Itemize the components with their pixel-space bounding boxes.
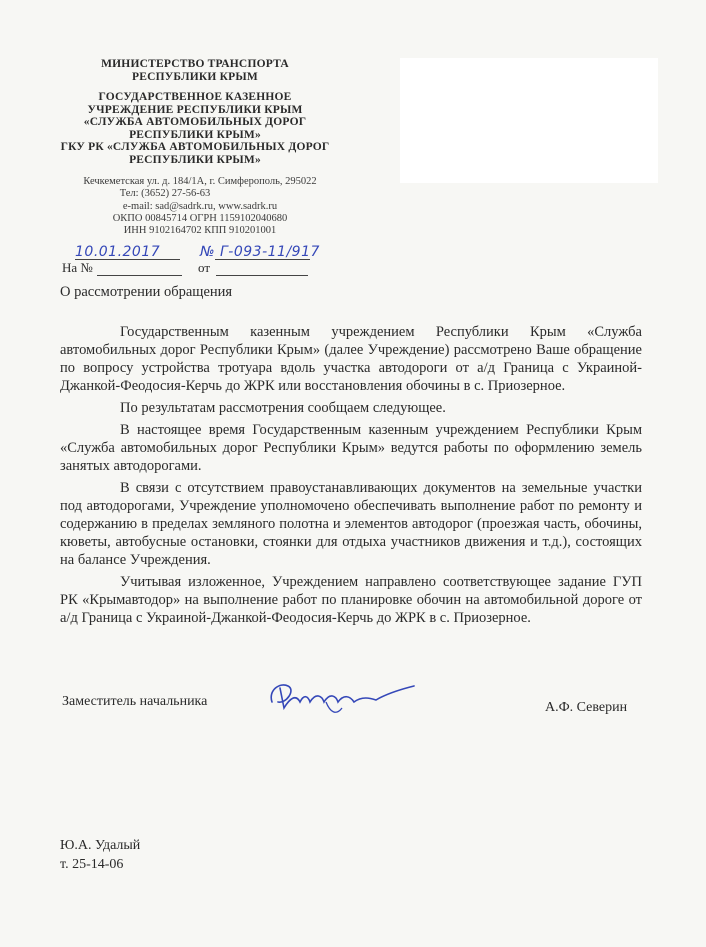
ref-na-line — [97, 275, 182, 276]
handwritten-signature — [266, 672, 426, 722]
paragraph: В настоящее время Государственным казенным учреждением Республики Крым «Служба автомобильных дорог Республики Крым» ведутся работы по оформлению земель занятых автодорогами. — [60, 422, 642, 474]
org-line-2: УЧРЕЖДЕНИЕ РЕСПУБЛИКИ КРЫМ — [87, 103, 303, 116]
letterhead-organization — [60, 91, 330, 166]
org-okpo-ogrn: ОКПО 00845714 ОГРН 1159102040680 — [112, 212, 288, 224]
org-address: Кечкеметская ул. д. 184/1А, г. Симферополь, 295022 — [83, 176, 317, 187]
executor-name: Ю.А. Удалый — [60, 838, 141, 853]
signatory-name: А.Ф. Северин — [545, 700, 628, 715]
ministry-line-1: МИНИСТЕРСТВО ТРАНСПОРТА — [101, 58, 289, 70]
org-line-4: РЕСПУБЛИКИ КРЫМ» — [129, 128, 261, 141]
org-phone: Тел: (3652) 27-56-63 — [119, 188, 211, 200]
paragraph: По результатам рассмотрения сообщаем следующее. — [120, 400, 446, 416]
executor-phone: т. 25-14-06 — [60, 857, 124, 872]
executor-block — [60, 836, 140, 874]
letter-subject: О рассмотрении обращения — [60, 284, 233, 300]
short-name-line-1: ГКУ РК «СЛУЖБА АВТОМОБИЛЬНЫХ ДОРОГ — [60, 141, 330, 153]
ref-ot-line — [216, 275, 308, 276]
ref-na-label: На № — [62, 260, 93, 275]
org-inn-kpp: ИНН 9102164702 КПП 910201001 — [123, 225, 277, 237]
redacted-recipient — [400, 58, 658, 183]
paragraph: Государственным казенным учреждением Республики Крым «Служба автомобильных дорог Республики Крым» (далее Учреждение) рассмотрено Ваше обращение по вопросу устройства тротуара вдоль участка автодороги от а/д Граница с Украиной-Джанкой-Феодосия-Керчь до ЖРК или восстановления обочины в с. Приозерное. — [60, 324, 642, 394]
letterhead-contacts — [55, 176, 345, 237]
letterhead-ministry — [60, 58, 330, 83]
org-line-1: ГОСУДАРСТВЕННОЕ КАЗЕННОЕ — [98, 91, 292, 103]
ref-date-line — [75, 259, 180, 260]
handwritten-number: № Г-093-11/917 — [200, 244, 320, 260]
short-name-line-2: РЕСПУБЛИКИ КРЫМ» — [129, 153, 261, 166]
ref-number-line — [215, 259, 310, 260]
signatory-title: Заместитель начальника — [62, 694, 208, 709]
ministry-line-2: РЕСПУБЛИКИ КРЫМ — [132, 70, 258, 83]
letter-body — [60, 323, 642, 631]
paragraph: Учитывая изложенное, Учреждением направлено соответствующее задание ГУП РК «Крымавтодор» на выполнение работ по планировке обочин на автомобильной дороге от а/д Граница с Украиной-Джанкой-Феодосия-Керчь до ЖРК в с. Приозерное. — [60, 574, 642, 626]
paragraph: В связи с отсутствием правоустанавливающих документов на земельные участки под автодорогами, Учреждение уполномочено обеспечивать выполнение работ по ремонту и содержанию в пределах земляного полотна и элементов автодорог (проезжая часть, обочины, кюветы, автобусные остановки, стоянки для отдыха участников движения и т.д.), состоящих на балансе Учреждения. — [60, 480, 642, 568]
org-line-3: «СЛУЖБА АВТОМОБИЛЬНЫХ ДОРОГ — [83, 116, 307, 128]
handwritten-date: 10.01.2017 — [75, 244, 161, 260]
org-email: e-mail: sad@sadrk.ru, www.sadrk.ru — [122, 200, 278, 212]
ref-ot-label: от — [198, 260, 211, 275]
